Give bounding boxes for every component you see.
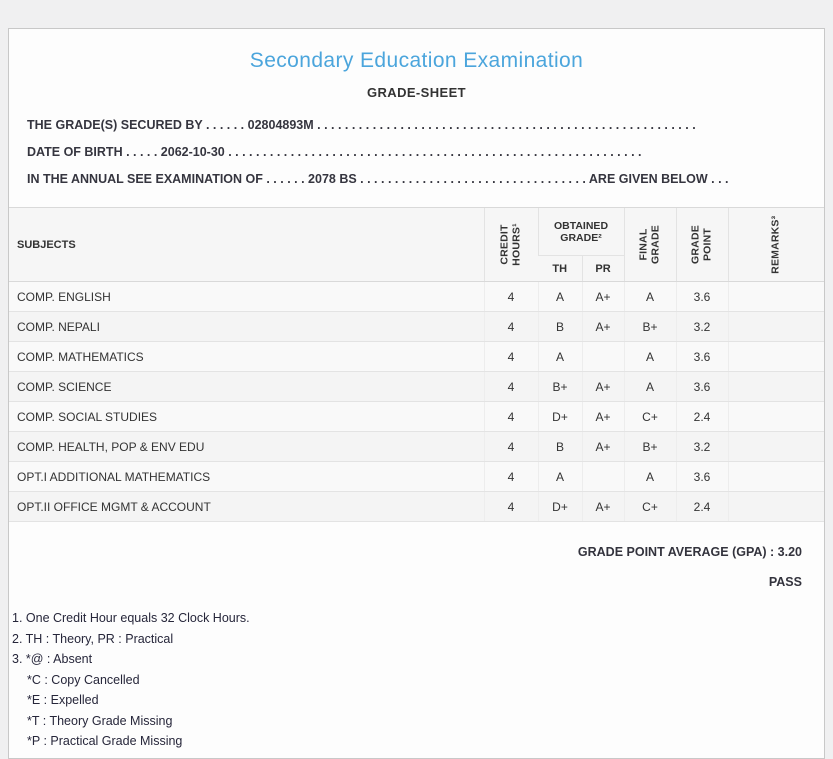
grade-sheet-card <box>8 28 825 759</box>
examination-year-line: IN THE ANNUAL SEE EXAMINATION OF . . . . . . 2078 BS . . . . . . . . . . . . . . . . . . . . . . . . . . . . . . . . . ARE GIVEN BELOW . . . <box>27 172 729 186</box>
grade-point-cell: 3.6 <box>676 372 728 402</box>
grade-table-header <box>9 208 824 282</box>
pr-grade-cell <box>582 342 624 372</box>
page-title: Secondary Education Examination <box>249 49 584 72</box>
final-grade-cell: B+ <box>624 312 676 342</box>
final-grade-cell: B+ <box>624 432 676 462</box>
grade-table <box>9 207 824 522</box>
grade-table-body <box>9 282 824 522</box>
subject-cell: COMP. SCIENCE <box>9 372 484 402</box>
th-grade-cell: B+ <box>538 372 582 402</box>
table-row <box>9 462 824 492</box>
table-row <box>9 402 824 432</box>
th-grade-cell: D+ <box>538 402 582 432</box>
credit-hours-cell: 4 <box>484 462 538 492</box>
subject-cell: COMP. MATHEMATICS <box>9 342 484 372</box>
grade-point-cell: 3.2 <box>676 432 728 462</box>
pr-grade-cell: A+ <box>582 402 624 432</box>
table-row <box>9 312 824 342</box>
info-section <box>27 118 810 187</box>
footnote-line: 2. TH : Theory, PR : Practical <box>12 631 174 646</box>
subject-cell: COMP. ENGLISH <box>9 282 484 312</box>
pr-grade-cell: A+ <box>582 492 624 522</box>
pr-grade-cell <box>582 462 624 492</box>
table-row <box>9 282 824 312</box>
grade-point-cell: 3.6 <box>676 462 728 492</box>
th-grade-cell: B <box>538 432 582 462</box>
grade-point-cell: 3.6 <box>676 282 728 312</box>
subject-cell: OPT.II OFFICE MGMT & ACCOUNT <box>9 492 484 522</box>
header-obtained-grade-label: OBTAINED GRADE² <box>553 219 609 244</box>
credit-hours-cell: 4 <box>484 282 538 312</box>
footnote-line: 3. *@ : Absent <box>12 652 93 666</box>
th-grade-cell: A <box>538 342 582 372</box>
header-pr: PR <box>582 256 624 282</box>
subject-cell: COMP. NEPALI <box>9 312 484 342</box>
subject-cell: COMP. SOCIAL STUDIES <box>9 402 484 432</box>
grade-point-cell: 3.2 <box>676 312 728 342</box>
th-grade-cell: D+ <box>538 492 582 522</box>
credit-hours-cell: 4 <box>484 372 538 402</box>
footnote-line: *E : Expelled <box>27 693 99 707</box>
header-grade-point <box>676 208 728 282</box>
footnote-line: *C : Copy Cancelled <box>27 672 140 687</box>
table-row <box>9 342 824 372</box>
th-grade-cell: B <box>538 312 582 342</box>
header-remarks <box>728 208 824 282</box>
final-grade-cell: C+ <box>624 402 676 432</box>
credit-hours-cell: 4 <box>484 312 538 342</box>
grade-point-cell: 2.4 <box>676 402 728 432</box>
remarks-cell <box>728 282 824 312</box>
remarks-cell <box>728 492 824 522</box>
footnote-line: *P : Practical Grade Missing <box>27 734 183 748</box>
footnote-line: *T : Theory Grade Missing <box>27 713 173 728</box>
final-grade-cell: C+ <box>624 492 676 522</box>
result-status: PASS <box>768 575 802 589</box>
grade-point-cell: 3.6 <box>676 342 728 372</box>
header-credit-hours-label: CREDIT HOURS¹ <box>498 223 522 266</box>
grade-point-cell: 2.4 <box>676 492 728 522</box>
header-subjects: SUBJECTS <box>9 208 484 282</box>
table-row <box>9 372 824 402</box>
header-th: TH <box>538 256 582 282</box>
pr-grade-cell: A+ <box>582 312 624 342</box>
th-grade-cell: A <box>538 462 582 492</box>
pr-grade-cell: A+ <box>582 282 624 312</box>
header-credit-hours <box>484 208 538 282</box>
subject-cell: OPT.I ADDITIONAL MATHEMATICS <box>9 462 484 492</box>
pr-grade-cell: A+ <box>582 432 624 462</box>
footnotes-list <box>12 612 824 749</box>
credit-hours-cell: 4 <box>484 342 538 372</box>
remarks-cell <box>728 402 824 432</box>
gpa-line: GRADE POINT AVERAGE (GPA) : 3.20 <box>577 545 802 559</box>
sheet-subtitle: GRADE-SHEET <box>366 85 467 100</box>
header-grade-point-label: GRADE POINT <box>689 225 713 264</box>
remarks-cell <box>728 462 824 492</box>
th-grade-cell: A <box>538 282 582 312</box>
header-obtained-grade <box>538 208 624 256</box>
final-grade-cell: A <box>624 342 676 372</box>
header-final-grade-label: FINAL GRADE <box>637 225 661 264</box>
pr-grade-cell: A+ <box>582 372 624 402</box>
date-of-birth-line: DATE OF BIRTH . . . . . 2062-10-30 . . . . . . . . . . . . . . . . . . . . . . . . . . . . . . . . . . . . . . . . . . . . . . . . . . . . . . . . . . . . <box>27 145 642 159</box>
table-row <box>9 492 824 522</box>
credit-hours-cell: 4 <box>484 432 538 462</box>
credit-hours-cell: 4 <box>484 402 538 432</box>
table-row <box>9 432 824 462</box>
header-final-grade <box>624 208 676 282</box>
grades-secured-by-line: THE GRADE(S) SECURED BY . . . . . . 02804893M . . . . . . . . . . . . . . . . . . . . . . . . . . . . . . . . . . . . . . . . . . . . . . . . . . . . . . . <box>27 118 696 132</box>
footnote-line: 1. One Credit Hour equals 32 Clock Hours. <box>12 611 250 625</box>
remarks-cell <box>728 312 824 342</box>
final-grade-cell: A <box>624 462 676 492</box>
remarks-cell <box>728 342 824 372</box>
header-remarks-label: REMARKS³ <box>769 215 782 275</box>
credit-hours-cell: 4 <box>484 492 538 522</box>
remarks-cell <box>728 372 824 402</box>
final-grade-cell: A <box>624 372 676 402</box>
final-grade-cell: A <box>624 282 676 312</box>
subject-cell: COMP. HEALTH, POP & ENV EDU <box>9 432 484 462</box>
remarks-cell <box>728 432 824 462</box>
summary-section <box>9 545 802 590</box>
